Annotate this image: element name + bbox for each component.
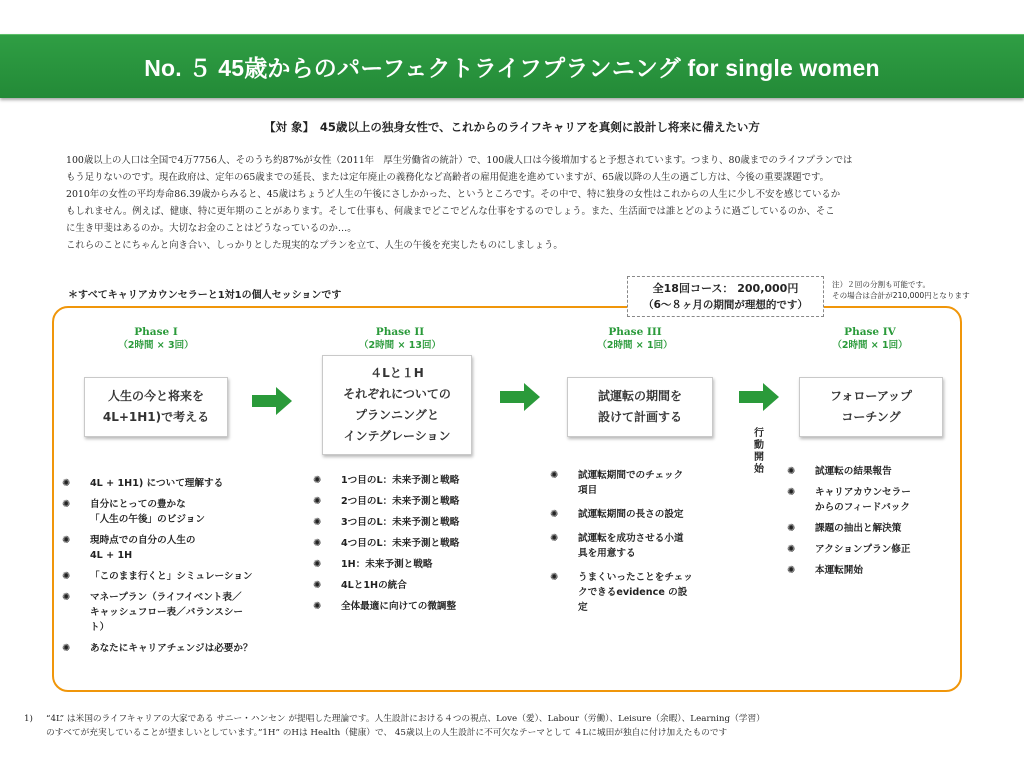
list-item [550, 570, 715, 615]
list-item [550, 531, 715, 561]
list-item [313, 494, 503, 509]
footnote-mark: 1) [24, 714, 33, 724]
list-item-text: 1H：未来予測と戦略 [341, 559, 433, 570]
box-line: インテグレーション [343, 429, 451, 443]
page-title: No. ５ 45歳からのパーフェクトライフプランニング for single women [144, 55, 880, 81]
list-item-text: うまくいったことをチェッ [578, 572, 693, 583]
price-note-line: 注）２回の分割も可能です。 [832, 280, 931, 289]
list-item [62, 533, 292, 563]
list-item [313, 473, 503, 488]
list-item [787, 542, 957, 557]
phase-1-box [84, 377, 228, 437]
box-line: プランニングと [354, 408, 439, 422]
phase-1-header [86, 325, 226, 353]
list-item-text: からのフィードバック [815, 502, 910, 513]
list-item-text: 項目 [578, 485, 598, 496]
list-item-text: 1つ目のL：未来予測と戦略 [341, 475, 460, 486]
bullet-icon: ✺ [550, 533, 559, 544]
green-right-arrow-icon [500, 383, 540, 411]
phase-duration: （2時間 × 1回） [597, 340, 673, 351]
bullet-icon: ✺ [787, 466, 796, 477]
footnote-line: “4L” は米国のライフキャリアの大家である サニー・ハンセン が提唱した理論です。人生設計における４つの視点、Love（愛）、Labour（労働）、Leisure（余暇）、Learning（学習） [46, 714, 765, 724]
list-item-text: 課題の抽出と解決策 [815, 523, 902, 534]
list-item-text: あなたにキャリアチェンジは必要か？ [90, 643, 253, 654]
box-line: 人生の今と将来を [107, 389, 204, 403]
phase-name: Phase I [134, 326, 178, 338]
list-item-text: 4つ目のL：未来予測と戦略 [341, 538, 460, 549]
bullet-icon: ✺ [62, 499, 71, 510]
bullet-icon: ✺ [313, 601, 322, 612]
phase-4-header [800, 325, 940, 353]
list-item-text: 「人生の午後」のビジョン [90, 514, 205, 525]
bullet-icon: ✺ [550, 572, 559, 583]
phase-name: Phase IV [844, 326, 896, 338]
phase-duration: （2時間 × 1回） [832, 340, 908, 351]
list-item-text: 3つ目のL：未来予測と戦略 [341, 517, 460, 528]
intro-line: に生き甲斐はあるのか。大切なお金のことはどうなっているのか…。 [66, 222, 357, 234]
bullet-icon: ✺ [313, 496, 322, 507]
bullet-icon: ✺ [787, 487, 796, 498]
box-line: それぞれについての [343, 387, 451, 401]
phase-4-box [799, 377, 943, 437]
list-item [550, 507, 715, 522]
phase-name: Phase II [375, 326, 425, 338]
bullet-icon: ✺ [62, 592, 71, 603]
list-item-text: 4L + 1H1) について理解する [90, 478, 224, 489]
box-line: 4L+1H1)で考える [102, 410, 210, 424]
price-line: 全18回コース： 200,000円 [652, 282, 799, 295]
list-item-text: 試運転の結果報告 [815, 466, 892, 477]
box-line: フォローアップ [830, 389, 912, 403]
list-item-text: ト） [90, 622, 110, 633]
list-item-text: 2つ目のL：未来予測と戦略 [341, 496, 460, 507]
phase-duration: （2時間 × 3回） [118, 340, 194, 351]
price-period: （6〜８ヶ月の期間が理想的です） [643, 299, 808, 311]
bullet-icon: ✺ [787, 523, 796, 534]
phase-duration: （2時間 × 13回） [359, 340, 441, 351]
list-item-text: 4L + 1H [90, 550, 133, 561]
bullet-icon: ✺ [313, 517, 322, 528]
title-bar [0, 34, 1024, 98]
list-item-text: 定 [578, 602, 588, 613]
list-item-text: キャッシュフロー表／バランスシー [90, 607, 244, 618]
box-line: コーチング [841, 410, 901, 424]
price-note [832, 279, 970, 301]
bullet-icon: ✺ [787, 565, 796, 576]
list-item-text: 試運転期間の長さの設定 [578, 509, 684, 520]
list-item [313, 599, 503, 614]
bullet-icon: ✺ [62, 478, 71, 489]
list-item-text: 試運転期間でのチェック [578, 470, 684, 481]
bullet-icon: ✺ [313, 559, 322, 570]
price-note-line: その場合は合計が210,000円となります [832, 291, 970, 300]
bullet-icon: ✺ [313, 580, 322, 591]
intro-line: 2010年の女性の平均寿命86.39歳からみると、45歳はちょうど人生の午後にさしかかった、というところです。その中で、特に独身の女性はこれからの人生に少し不安を感じているか [66, 188, 841, 200]
phase-4-list [787, 464, 957, 584]
target-audience: 【対 象】 45歳以上の独身女性で、これからのライフキャリアを真剣に設計し将来に備えたい方 [264, 120, 760, 134]
intro-line: もう足りないのです。現在政府は、定年の65歳までの延長、または定年廃止の義務化など高齢者の雇用促進を進めていますが、65歳以降の人生の過ごし方は、今後の重要課題です。 [66, 171, 829, 183]
phase-2-box [322, 355, 472, 455]
green-right-arrow-icon [739, 383, 779, 411]
list-item-text: マネープラン（ライフイベント表／ [90, 592, 242, 603]
bullet-icon: ✺ [787, 544, 796, 555]
bullet-icon: ✺ [550, 470, 559, 481]
price-box [627, 276, 824, 317]
bullet-icon: ✺ [313, 538, 322, 549]
list-item [787, 563, 957, 578]
phase-name: Phase III [608, 326, 662, 338]
phase-3-box [567, 377, 713, 437]
action-start-label: 行動開始 [754, 428, 764, 475]
list-item [787, 464, 957, 479]
green-right-arrow-icon [252, 387, 292, 415]
phase-3-header [565, 325, 705, 353]
bullet-icon: ✺ [62, 643, 71, 654]
bullet-icon: ✺ [62, 535, 71, 546]
list-item-text: キャリアカウンセラー [815, 487, 911, 498]
list-item-text: 「このまま行くと」シミュレーション [90, 571, 253, 582]
intro-line: これらのことにちゃんと向き合い、しっかりとした現実的なプランを立て、人生の午後を充実したものにしましょう。 [66, 239, 563, 251]
list-item [313, 515, 503, 530]
list-item [62, 641, 292, 656]
phase-2-header [330, 325, 470, 353]
list-item [313, 536, 503, 551]
footnote-line: のすべてが充実していることが望ましいとしています。”1H” のHは Health（健康）で、 45歳以上の人生設計に不可欠なテーマとして ４Lに城田が独自に付け加えたものです [46, 728, 728, 738]
box-line: 試運転の期間を [597, 389, 682, 403]
bullet-icon: ✺ [550, 509, 559, 520]
list-item [313, 578, 503, 593]
list-item [787, 521, 957, 536]
box-line: ４Lと１H [370, 366, 424, 380]
bullet-icon: ✺ [62, 571, 71, 582]
list-item [313, 557, 503, 572]
footnote [24, 712, 1006, 740]
list-item-text: 試運転を成功させる小道 [578, 533, 684, 544]
list-item-text: 全体最適に向けての微調整 [341, 601, 457, 612]
list-item [62, 569, 292, 584]
intro-line: 100歳以上の人口は全国で4万7756人、そのうち約87%が女性（2011年 厚生労働省の統計）で、100歳人口は今後増加すると予想されています。つまり、80歳までのライフプランでは [66, 155, 853, 166]
phase-1-list [62, 476, 292, 662]
list-item [62, 590, 292, 635]
list-item-text: アクションプラン修正 [815, 544, 911, 555]
session-note: ＊すべてキャリアカウンセラーと1対1の個人セッションです [68, 290, 342, 301]
intro-line: もしれません。例えば、健康、特に更年期のことがあります。そして仕事も、何歳までどこでどんな仕事をするのでしょう。また、生活面では誰とどのように過ごしているのか、そこ [66, 205, 835, 217]
list-item [62, 497, 292, 527]
phase-3-list [550, 468, 715, 624]
list-item-text: 本運転開始 [815, 565, 863, 576]
list-item-text: クできるevidence の設 [578, 587, 688, 598]
list-item [550, 468, 715, 498]
list-item [787, 485, 957, 515]
list-item-text: 自分にとっての豊かな [90, 499, 186, 510]
box-line: 設けて計画する [597, 410, 682, 424]
list-item [62, 476, 292, 491]
list-item-text: 4Lと1Hの統合 [341, 580, 407, 591]
list-item-text: 現時点での自分の人生の [90, 535, 196, 546]
list-item-text: 具を用意する [578, 548, 636, 559]
phase-2-list [313, 473, 503, 620]
intro-text [66, 153, 986, 254]
bullet-icon: ✺ [313, 475, 322, 486]
